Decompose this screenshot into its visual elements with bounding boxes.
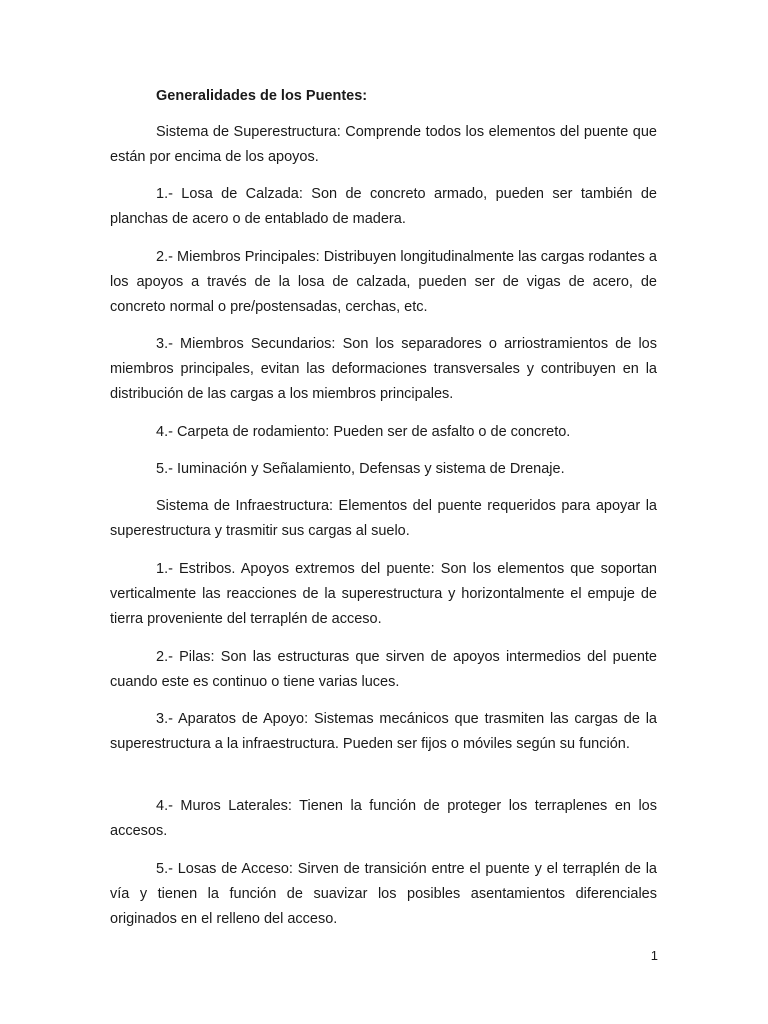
paragraph-muros-laterales: 4.- Muros Laterales: Tienen la función de proteger los terraplenes en los accesos. — [110, 798, 657, 839]
paragraph-estribos: 1.- Estribos. Apoyos extremos del puente: Son los elementos que soportan verticalmente las reacciones de la superestructura y horizontalmente el empuje de tierra proveniente del terraplén de acceso. — [110, 561, 657, 627]
paragraph-losa-calzada: 1.- Losa de Calzada: Son de concreto armado, pueden ser también de planchas de acero o de entablado de madera. — [110, 186, 657, 227]
paragraph-aparatos-apoyo: 3.- Aparatos de Apoyo: Sistemas mecánicos que trasmiten las cargas de la superestructura a la infraestructura. Pueden ser fijos o móviles según su función. — [110, 711, 657, 752]
paragraph-infraestructura: Sistema de Infraestructura: Elementos del puente requeridos para apoyar la superestructura y trasmitir sus cargas al suelo. — [110, 498, 657, 539]
paragraph-superestructura: Sistema de Superestructura: Comprende todos los elementos del puente que están por encima de los apoyos. — [110, 124, 657, 165]
page-number: 1 — [650, 948, 658, 963]
paragraph-miembros-secundarios: 3.- Miembros Secundarios: Son los separadores o arriostramientos de los miembros principales, evitan las deformaciones transversales y contribuyen en la distribución de las cargas a los miembros principales. — [110, 336, 657, 402]
paragraph-losas-acceso: 5.- Losas de Acceso: Sirven de transición entre el puente y el terraplén de la vía y tienen la función de suavizar los posibles asentamientos diferenciales originados en el relleno del acceso. — [110, 861, 657, 927]
paragraph-pilas: 2.- Pilas: Son las estructuras que sirven de apoyos intermedios del puente cuando este es continuo o tiene varias luces. — [110, 649, 657, 690]
paragraph-carpeta-rodamiento: 4.- Carpeta de rodamiento: Pueden ser de asfalto o de concreto. — [156, 424, 571, 440]
paragraph-iluminacion: 5.- Iuminación y Señalamiento, Defensas y sistema de Drenaje. — [156, 461, 565, 477]
document-page — [110, 0, 657, 1024]
paragraph-miembros-principales: 2.- Miembros Principales: Distribuyen longitudinalmente las cargas rodantes a los apoyos a través de la losa de calzada, pueden ser de vigas de acero, de concreto normal o pre/postensadas, cerchas, etc. — [110, 249, 657, 315]
document-heading: Generalidades de los Puentes: — [156, 88, 368, 104]
